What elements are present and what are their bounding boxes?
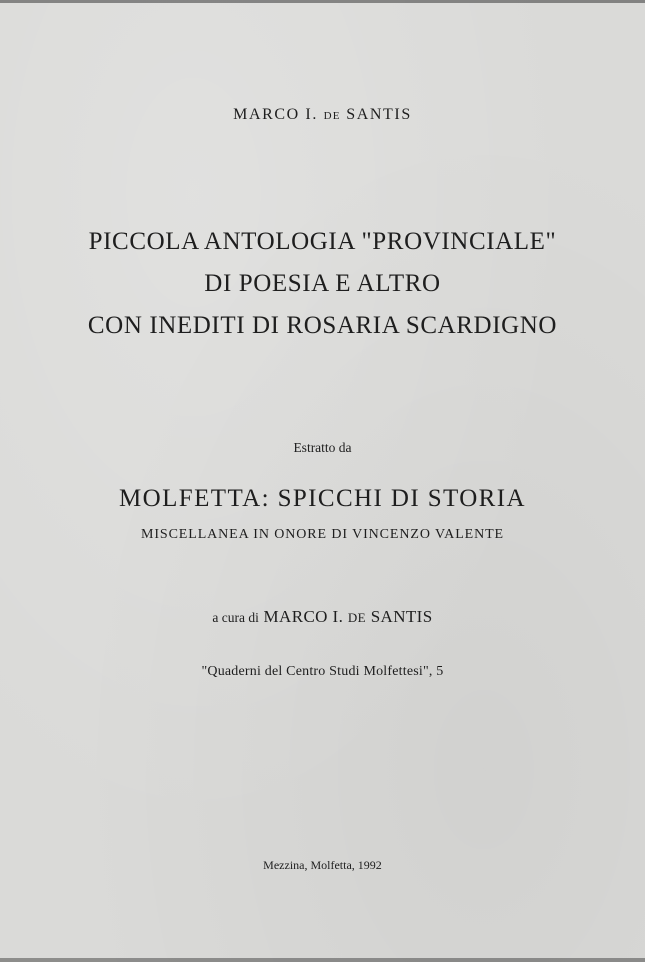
editor-particle: DE: [347, 610, 367, 625]
author-name: [0, 106, 645, 124]
top-edge-shadow: [0, 0, 645, 3]
author-first-name: MARCO I.: [233, 106, 318, 123]
author-surname: SANTIS: [346, 106, 412, 123]
extract-label: Estratto da: [293, 440, 352, 455]
editor-prefix: a cura di: [212, 610, 259, 625]
title-line-1: PICCOLA ANTOLOGIA "PROVINCIALE": [88, 228, 557, 255]
journal-title: MOLFETTA: SPICCHI DI STORIA: [119, 485, 526, 512]
publisher-imprint: Mezzina, Molfetta, 1992: [263, 858, 382, 872]
journal-subtitle: MISCELLANEA IN ONORE DI VINCENZO VALENTE: [140, 527, 505, 542]
editor-surname: SANTIS: [370, 607, 433, 626]
editor-credit: [0, 607, 645, 627]
title-line-2: DI POESIA E ALTRO: [204, 270, 441, 297]
title-line-3: CON INEDITI DI ROSARIA SCARDIGNO: [87, 312, 558, 339]
author-particle: DE: [323, 110, 341, 122]
series-note: "Quaderni del Centro Studi Molfettesi", 5: [201, 664, 444, 679]
editor-first-name: MARCO I.: [263, 607, 344, 626]
bottom-edge-shadow: [0, 958, 645, 962]
